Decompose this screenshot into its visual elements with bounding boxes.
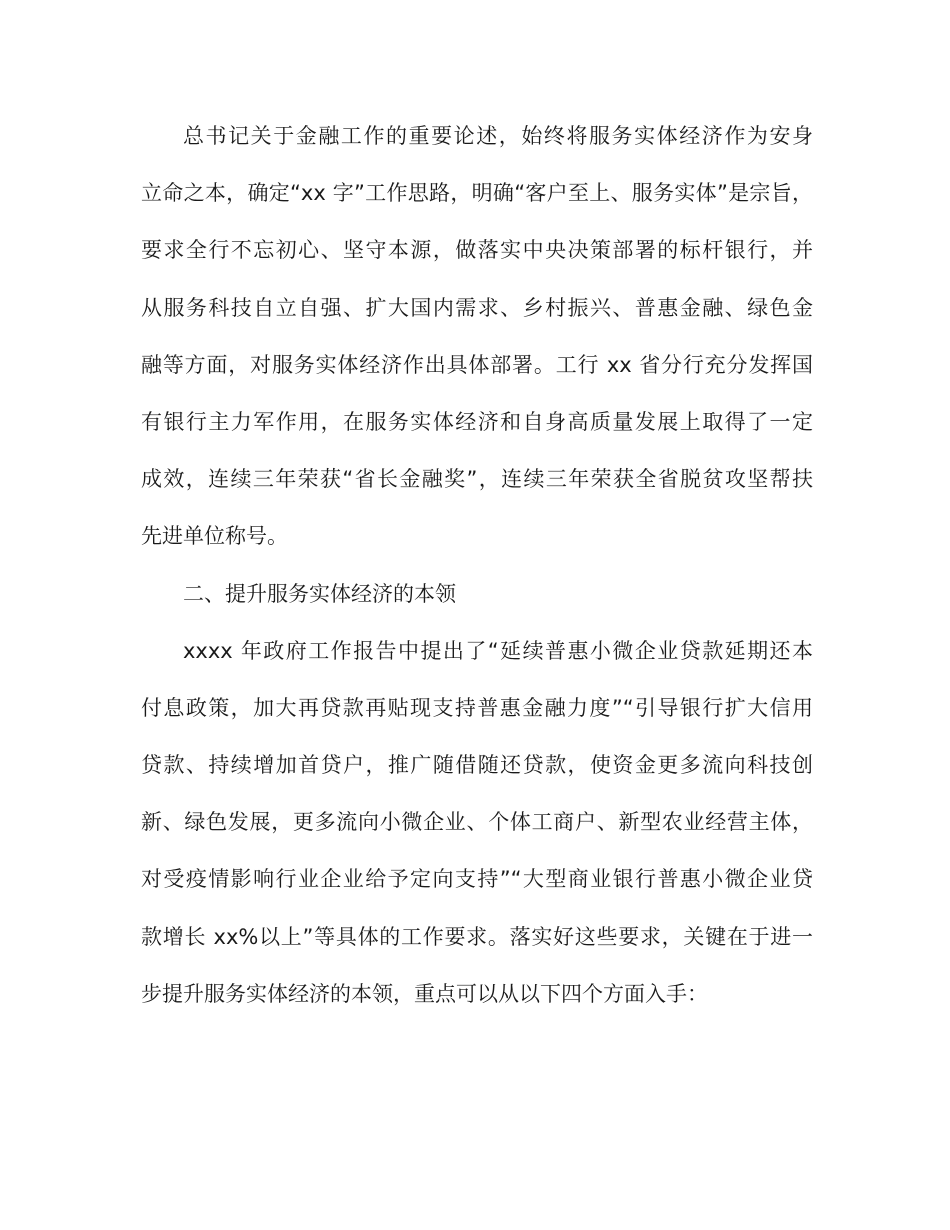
text-line: 款增长 xx%以上”等具体的工作要求。落实好这些要求，关键在于进一 — [141, 924, 813, 949]
paragraph-2 — [141, 623, 813, 1023]
text-line: 要求全行不忘初心、坚守本源，做落实中央决策部署的标杆银行，并 — [141, 238, 813, 263]
text-line: xxxx 年政府工作报告中提出了“延续普惠小微企业贷款延期还本 — [183, 638, 813, 663]
text-line: 从服务科技自立自强、扩大国内需求、乡村振兴、普惠金融、绿色金 — [141, 295, 813, 320]
text-line: 有银行主力军作用，在服务实体经济和自身高质量发展上取得了一定 — [141, 409, 813, 434]
text-line: 总书记关于金融工作的重要论述，始终将服务实体经济作为安身 — [183, 124, 813, 148]
text-line: 对受疫情影响行业企业给予定向支持”“大型商业银行普惠小微企业贷 — [141, 867, 813, 892]
text-line: 付息政策，加大再贷款再贴现支持普惠金融力度”“引导银行扩大信用 — [141, 695, 813, 720]
text-line: 先进单位称号。 — [141, 524, 288, 549]
section-heading — [141, 566, 813, 623]
document-body — [141, 108, 813, 1023]
text-line: 融等方面，对服务实体经济作出具体部署。工行 xx 省分行充分发挥国 — [141, 352, 813, 377]
paragraph-1 — [141, 108, 813, 566]
text-line: 成效，连续三年荣获“省长金融奖”，连续三年荣获全省脱贫攻坚帮扶 — [141, 467, 813, 492]
text-line: 贷款、持续增加首贷户，推广随借随还贷款，使资金更多流向科技创 — [141, 753, 813, 778]
text-line: 立命之本，确定“xx 字”工作思路，明确“客户至上、服务实体”是宗旨， — [141, 181, 813, 206]
text-line: 步提升服务实体经济的本领，重点可以从以下四个方面入手： — [141, 981, 708, 1006]
text-line: 新、绿色发展，更多流向小微企业、个体工商户、新型农业经营主体， — [141, 810, 813, 835]
heading-line: 二、提升服务实体经济的本领 — [183, 581, 456, 606]
